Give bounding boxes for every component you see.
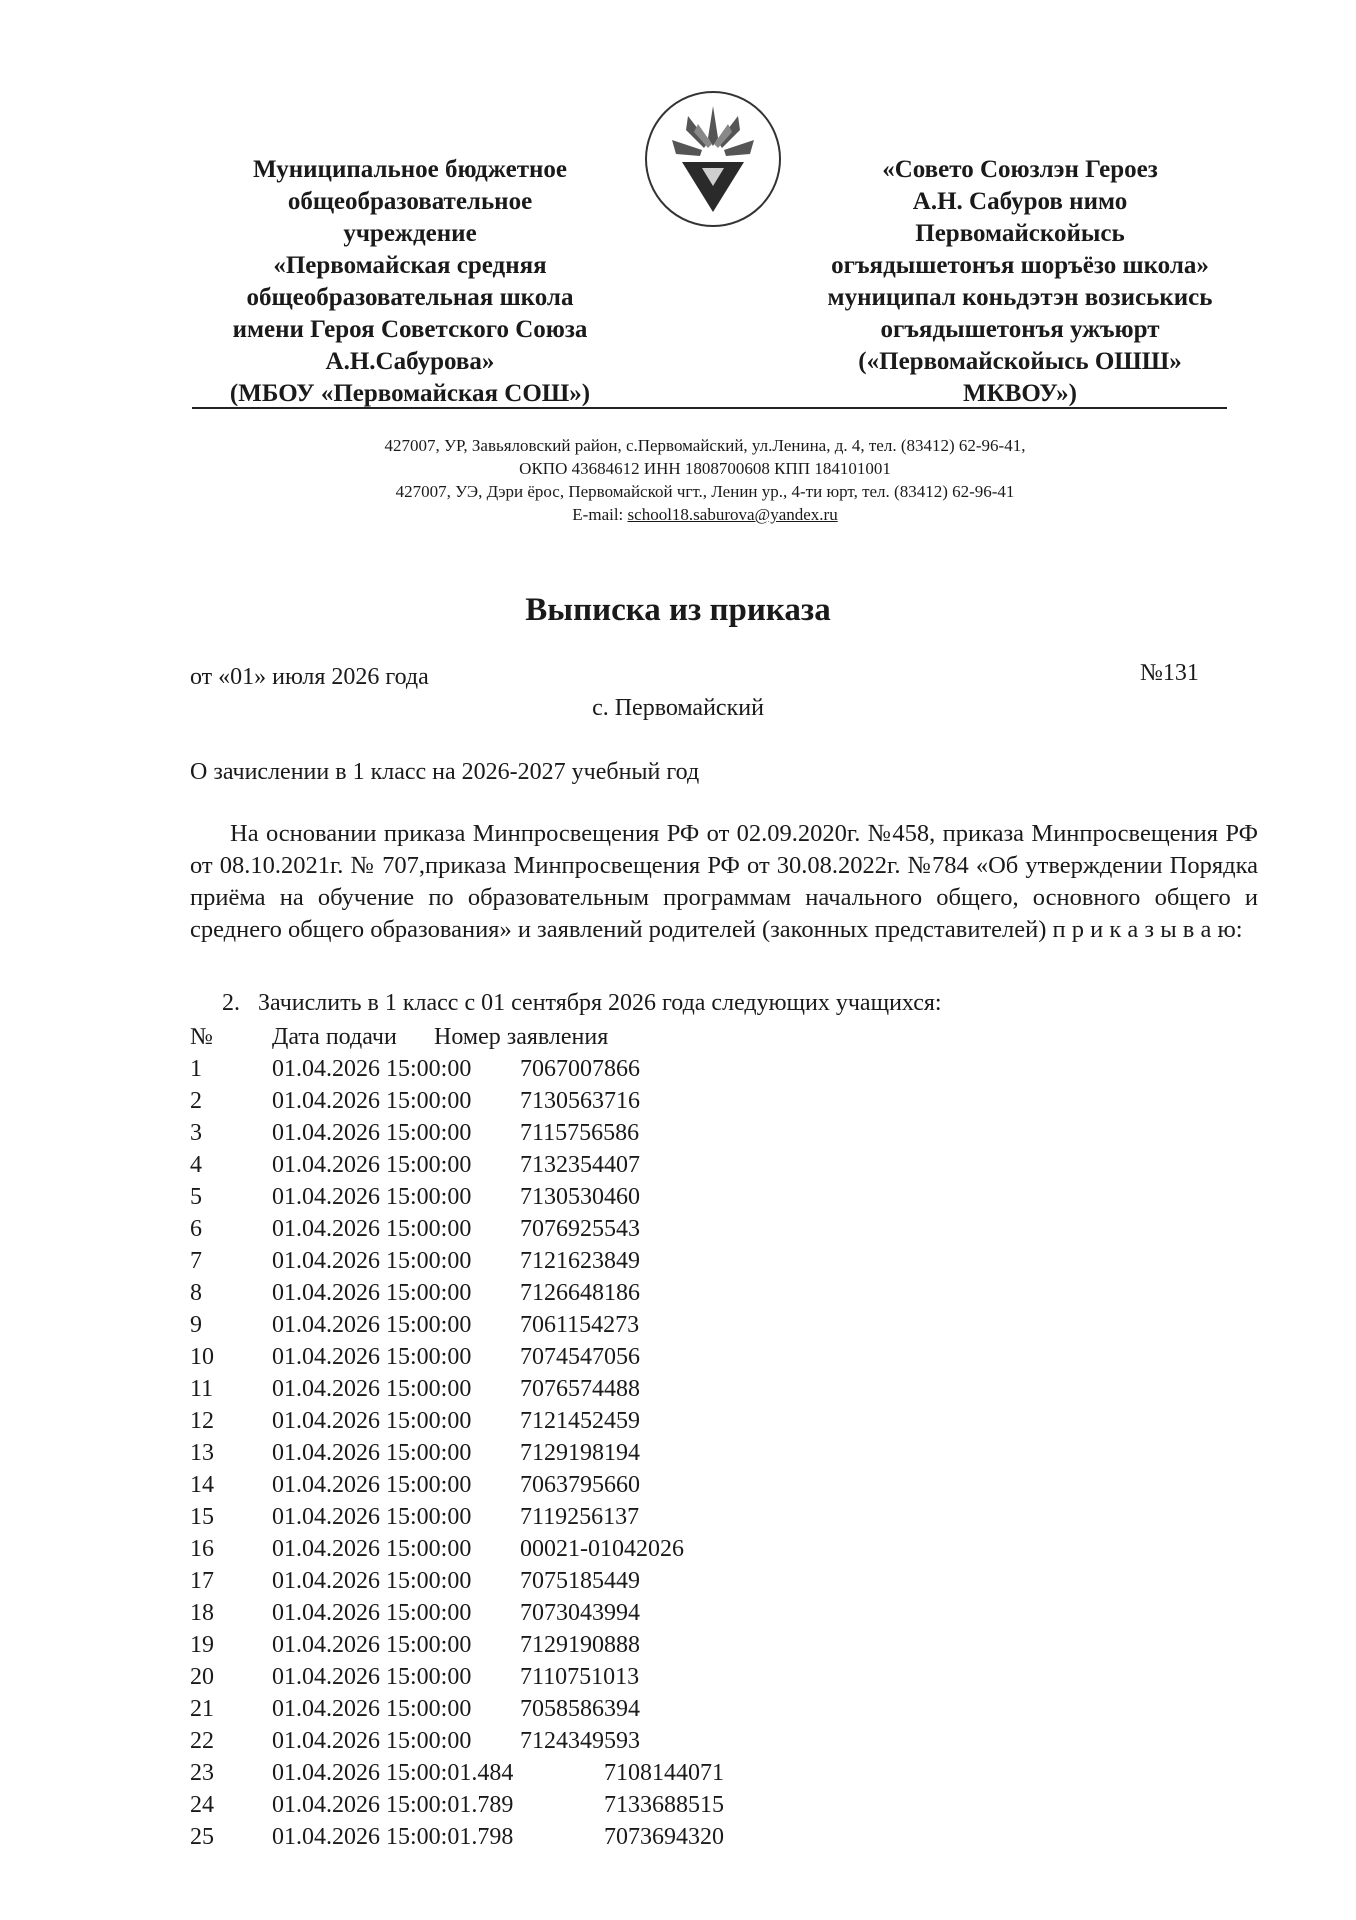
row-date: 01.04.2026 15:00:00 [272,1312,472,1338]
row-date: 01.04.2026 15:00:00 [272,1664,472,1690]
header-right-line: («Первомайскойысь ОШШ» [858,348,1182,375]
row-application-number: 7108144071 [604,1760,724,1786]
address-block [250,434,1160,526]
row-application-number: 7119256137 [520,1504,640,1530]
row-date: 01.04.2026 15:00:00 [272,1600,472,1626]
row-application-number: 7073694320 [604,1824,724,1850]
header-right-line: «Совето Союзлэн Героез [882,156,1158,183]
row-application-number: 7063795660 [520,1472,640,1498]
row-number: 23 [190,1760,214,1786]
email-line [250,503,1160,526]
row-number: 19 [190,1632,214,1658]
row-number: 13 [190,1440,214,1466]
row-date: 01.04.2026 15:00:00 [272,1504,472,1530]
row-application-number: 7110751013 [520,1664,640,1690]
row-date: 01.04.2026 15:00:00 [272,1248,472,1274]
row-number: 15 [190,1504,214,1530]
row-date: 01.04.2026 15:00:00 [272,1344,472,1370]
row-application-number: 7067007866 [520,1056,640,1082]
address-line: 427007, УР, Завьяловский район, с.Первомайский, ул.Ленина, д. 4, тел. (83412) 62-96-41, [384,436,1026,455]
order-number: №131 [1140,660,1199,686]
row-number: 7 [190,1248,202,1274]
row-date: 01.04.2026 15:00:01.789 [272,1792,514,1818]
row-number: 8 [190,1280,202,1306]
row-application-number: 7058586394 [520,1696,640,1722]
document-title: Выписка из приказа [525,592,831,628]
row-application-number: 7130530460 [520,1184,640,1210]
header-num: № [190,1024,213,1050]
row-number: 2 [190,1088,202,1114]
order-place: с. Первомайский [592,695,764,721]
row-date: 01.04.2026 15:00:00 [272,1152,472,1178]
row-application-number: 7132354407 [520,1152,640,1178]
header-right-line: Первомайскойысь [915,220,1125,247]
row-date: 01.04.2026 15:00:00 [272,1216,472,1242]
email-link[interactable]: school18.saburova@yandex.ru [627,505,838,524]
row-application-number: 7124349593 [520,1728,640,1754]
row-application-number: 7074547056 [520,1344,640,1370]
row-application-number: 7121623849 [520,1248,640,1274]
row-number: 25 [190,1824,214,1850]
row-application-number: 7073043994 [520,1600,640,1626]
order-subject: О зачислении в 1 класс на 2026-2027 учебный год [190,759,700,785]
row-number: 9 [190,1312,202,1338]
row-application-number: 7076574488 [520,1376,640,1402]
row-number: 11 [190,1376,214,1402]
row-date: 01.04.2026 15:00:00 [272,1440,472,1466]
row-date: 01.04.2026 15:00:00 [272,1408,472,1434]
header-left-line: имени Героя Советского Союза [232,316,588,343]
row-date: 01.04.2026 15:00:01.798 [272,1824,514,1850]
row-date: 01.04.2026 15:00:00 [272,1056,472,1082]
header-right-line: МКВОУ») [962,380,1078,407]
header-application: Номер заявления [434,1024,609,1050]
row-number: 20 [190,1664,214,1690]
item-number: 2. [222,990,240,1016]
row-application-number: 00021-01042026 [520,1536,684,1562]
row-application-number: 7126648186 [520,1280,640,1306]
header-left-line: А.Н.Сабурова» [325,348,495,375]
row-date: 01.04.2026 15:00:00 [272,1632,472,1658]
row-number: 3 [190,1120,202,1146]
row-number: 18 [190,1600,214,1626]
row-number: 4 [190,1152,202,1178]
row-date: 01.04.2026 15:00:00 [272,1088,472,1114]
address-line-udmurt: 427007, УЭ, Дэри ёрос, Первомайской чгт., Ленин ур., 4-ти юрт, тел. (83412) 62-96-41 [395,482,1015,501]
row-number: 17 [190,1568,214,1594]
row-number: 16 [190,1536,214,1562]
order-item [222,990,942,1017]
row-application-number: 7061154273 [520,1312,640,1338]
row-number: 5 [190,1184,202,1210]
row-number: 1 [190,1056,202,1082]
header-right-line: муниципал коньдэтэн возиськись [827,284,1213,311]
header-right-line: А.Н. Сабуров нимо [912,188,1128,215]
row-date: 01.04.2026 15:00:01.484 [272,1760,514,1786]
header-left-line: учреждение [343,220,477,247]
header-divider [192,407,1227,409]
row-application-number: 7075185449 [520,1568,640,1594]
email-label: E-mail: [572,505,628,524]
row-application-number: 7133688515 [604,1792,724,1818]
registration-line: ОКПО 43684612 ИНН 1808700608 КПП 184101001 [519,459,891,478]
row-number: 21 [190,1696,214,1722]
row-number: 12 [190,1408,214,1434]
row-number: 10 [190,1344,214,1370]
row-application-number: 7129198194 [520,1440,640,1466]
header-left-line: общеобразовательное [287,188,533,215]
row-application-number: 7129190888 [520,1632,640,1658]
item-text: Зачислить в 1 класс с 01 сентября 2026 года следующих учащихся: [258,990,942,1016]
row-date: 01.04.2026 15:00:00 [272,1472,472,1498]
row-application-number: 7121452459 [520,1408,640,1434]
row-application-number: 7115756586 [520,1120,640,1146]
row-number: 22 [190,1728,214,1754]
row-date: 01.04.2026 15:00:00 [272,1376,472,1402]
row-number: 24 [190,1792,214,1818]
order-date: от «01» июля 2026 года [190,664,429,690]
header-right-line: огъядышетонъя шоръёзо школа» [831,252,1209,279]
school-name-russian [190,154,630,410]
row-date: 01.04.2026 15:00:00 [272,1696,472,1722]
header-left-line: (МБОУ «Первомайская СОШ») [229,380,591,407]
row-date: 01.04.2026 15:00:00 [272,1536,472,1562]
row-application-number: 7130563716 [520,1088,640,1114]
header-left-line: общеобразовательная школа [246,284,574,311]
row-date: 01.04.2026 15:00:00 [272,1280,472,1306]
order-body-paragraph: На основании приказа Минпросвещения РФ от 02.09.2020г. №458, приказа Минпросвещения РФ от 08.10.2021г. № 707,приказа Минпросвещения РФ от 30.08.2022г. №784 «Об утверждении Порядка приёма на обучение по образовательным программам начального общего, основного общего и среднего общего образования» и заявлений родителей (законных представителей) п р и к а з ы в а ю: [190,820,1258,943]
header-right-line: огъядышетонъя ужъюрт [880,316,1160,343]
school-emblem-icon [642,88,784,230]
row-application-number: 7076925543 [520,1216,640,1242]
row-number: 14 [190,1472,214,1498]
header-left-line: Муниципальное бюджетное [252,156,567,183]
row-number: 6 [190,1216,202,1242]
row-date: 01.04.2026 15:00:00 [272,1568,472,1594]
school-name-udmurt [800,154,1240,410]
row-date: 01.04.2026 15:00:00 [272,1184,472,1210]
header-date: Дата подачи [272,1024,397,1050]
header-left-line: «Первомайская средняя [273,252,547,279]
row-date: 01.04.2026 15:00:00 [272,1728,472,1754]
row-date: 01.04.2026 15:00:00 [272,1120,472,1146]
